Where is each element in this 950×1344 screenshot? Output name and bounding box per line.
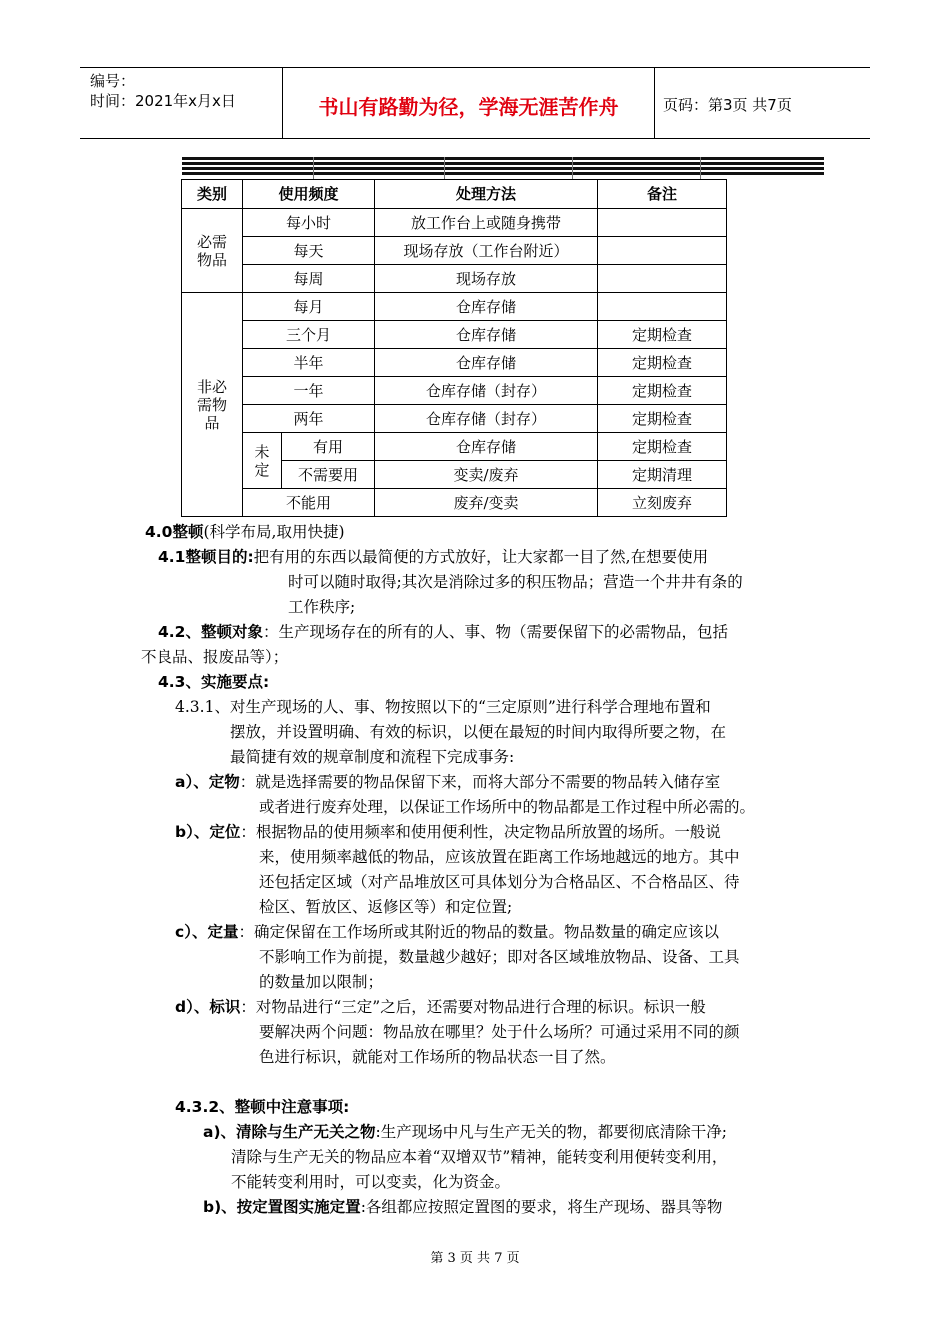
item-d: d）、标识：对物品进行“三定”之后，还需要对物品进行合理的标识。标识一般 xyxy=(175,998,706,1016)
cell-note: 定期检查 xyxy=(598,377,727,405)
cell-frequency: 每小时 xyxy=(243,209,375,237)
item-handling-table xyxy=(181,179,727,517)
text-line: 摆放，并设置明确、有效的标识，以便在最短的时间内取得所要之物，在 xyxy=(230,723,727,741)
cell-frequency: 每月 xyxy=(243,293,375,321)
cell-note xyxy=(598,265,727,293)
text-line: 清除与生产无关的物品应本着“双增双节”精神，能转变利用便转变利用， xyxy=(231,1148,728,1166)
cell-method: 仓库存储（封存） xyxy=(375,405,598,433)
item-b: b）、定位：根据物品的使用频率和使用便利性，决定物品所放置的场所。一般说 xyxy=(175,823,721,841)
cell-note: 定期检查 xyxy=(598,433,727,461)
cell-method: 仓库存储（封存） xyxy=(375,377,598,405)
note-a: a)、清除与生产无关之物:生产现场中凡与生产无关的物，都要彻底清除干净; xyxy=(203,1123,727,1141)
section-4-3-2: 4.3.2、整顿中注意事项: xyxy=(175,1098,350,1116)
cell-note: 定期检查 xyxy=(598,321,727,349)
text-line: 的数量加以限制； xyxy=(259,973,384,991)
date-label: 时间：2021年x月x日 xyxy=(90,92,236,110)
table-row xyxy=(182,265,727,293)
cell-method: 仓库存储 xyxy=(375,321,598,349)
table-row xyxy=(182,433,727,461)
cell-method: 现场存放 xyxy=(375,265,598,293)
table-row xyxy=(182,209,727,237)
text-line: 检区、暂放区、返修区等）和定位置; xyxy=(259,898,513,916)
cell-note: 定期检查 xyxy=(598,405,727,433)
cell-method: 变卖/废弃 xyxy=(375,461,598,489)
cell-frequency: 不需要用 xyxy=(282,461,375,489)
page-header xyxy=(80,67,870,139)
table-row xyxy=(182,321,727,349)
text-line: 不良品、报废品等）； xyxy=(141,648,289,666)
cell-frequency: 三个月 xyxy=(243,321,375,349)
cell-method: 仓库存储 xyxy=(375,433,598,461)
table-row xyxy=(182,293,727,321)
cell-note: 立刻废弃 xyxy=(598,489,727,517)
cell-method: 现场存放（工作台附近） xyxy=(375,237,598,265)
header-meta xyxy=(80,68,283,138)
cell-method: 放工作台上或随身携带 xyxy=(375,209,598,237)
cell-frequency: 半年 xyxy=(243,349,375,377)
text-line: 工作秩序; xyxy=(288,598,356,616)
note-b: b)、按定置图实施定置:各组都应按照定置图的要求，将生产现场、器具等物 xyxy=(203,1198,723,1216)
section-4-1: 4.1整顿目的:把有用的东西以最简便的方式放好，让大家都一目了然,在想要使用 xyxy=(158,548,709,566)
text-line: 不影响工作为前提，数量越少越好；即对各区域堆放物品、设备、工具 xyxy=(259,948,740,966)
table-top-bars xyxy=(182,157,824,179)
item-a: a）、定物：就是选择需要的物品保留下来，而将大部分不需要的物品转入储存室 xyxy=(175,773,721,791)
cell-note xyxy=(598,293,727,321)
cell-note xyxy=(598,237,727,265)
cell-frequency: 一年 xyxy=(243,377,375,405)
cell-frequency: 每天 xyxy=(243,237,375,265)
section-4-0: 4.0整顿(科学布局,取用快捷) xyxy=(145,523,345,541)
table-row xyxy=(182,377,727,405)
cell-note: 定期清理 xyxy=(598,461,727,489)
cell-frequency: 有用 xyxy=(282,433,375,461)
text-line: 还包括定区域（对产品堆放区可具体划分为合格品区、不合格品区、待 xyxy=(259,873,740,891)
header-note: 备注 xyxy=(598,180,727,209)
text-line: 色进行标识，就能对工作场所的物品状态一目了然。 xyxy=(259,1048,616,1066)
cell-frequency: 不能用 xyxy=(243,489,375,517)
category-required: 必需 物品 xyxy=(182,209,243,293)
cell-method: 仓库存储 xyxy=(375,293,598,321)
section-4-3-1: 4.3.1、对生产现场的人、事、物按照以下的“三定原则”进行科学合理地布置和 xyxy=(175,698,711,716)
table-row xyxy=(182,237,727,265)
table-row xyxy=(182,349,727,377)
text-line: 要解决两个问题：物品放在哪里？处于什么场所？可通过采用不同的颜 xyxy=(259,1023,740,1041)
header-method: 处理方法 xyxy=(375,180,598,209)
text-line: 最简捷有效的规章制度和流程下完成事务: xyxy=(230,748,515,766)
section-4-2: 4.2、整顿对象：生产现场存在的所有的人、事、物（需要保留下的必需物品，包括 xyxy=(158,623,728,641)
cell-note: 定期检查 xyxy=(598,349,727,377)
page-footer: 第 3 页 共 7 页 xyxy=(430,1251,520,1266)
text-line: 时可以随时取得;其次是消除过多的积压物品；营造一个井井有条的 xyxy=(288,573,743,591)
section-4-3: 4.3、实施要点: xyxy=(158,673,270,691)
category-non-required: 非必 需物 品 xyxy=(182,293,243,517)
header-page: 页码：第3页 共7页 xyxy=(663,96,792,114)
cell-frequency: 每周 xyxy=(243,265,375,293)
table-row xyxy=(182,489,727,517)
text-line: 不能转变利用时，可以变卖，化为资金。 xyxy=(231,1173,511,1191)
number-label: 编号： xyxy=(90,72,136,90)
text-line: 或者进行废弃处理，以保证工作场所中的物品都是工作过程中所必需的。 xyxy=(259,798,756,816)
table-header-row xyxy=(182,180,727,209)
item-c: c）、定量：确定保留在工作场所或其附近的物品的数量。物品数量的确定应该以 xyxy=(175,923,719,941)
text-line: 来，使用频率越低的物品，应该放置在距离工作场地越远的地方。其中 xyxy=(259,848,740,866)
cell-method: 仓库存储 xyxy=(375,349,598,377)
header-motto: 书山有路勤为径，学海无涯苦作舟 xyxy=(283,68,655,138)
header-frequency: 使用频度 xyxy=(243,180,375,209)
table-row xyxy=(182,405,727,433)
cell-frequency: 两年 xyxy=(243,405,375,433)
header-category: 类别 xyxy=(182,180,243,209)
cell-method: 废弃/变卖 xyxy=(375,489,598,517)
cell-note xyxy=(598,209,727,237)
category-undecided: 未 定 xyxy=(243,433,282,489)
